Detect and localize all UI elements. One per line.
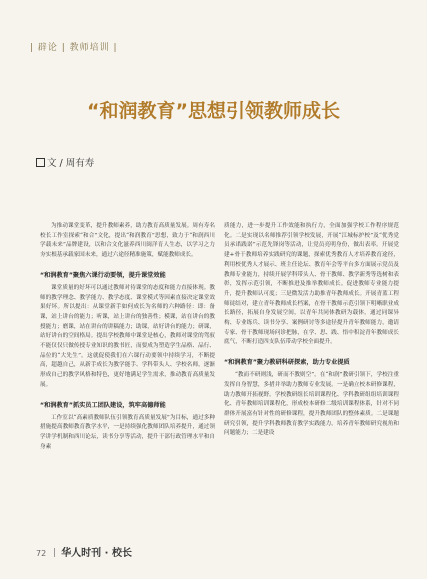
right-column [224, 222, 399, 439]
author-box-icon [36, 158, 45, 167]
author-label: 文 / 周有寿 [47, 158, 95, 169]
article-title: “和润教育”思想引领教师成长 [87, 100, 340, 122]
paragraph: 为推动课堂变革，提升教师素养，助力教育高质量发展。周有寿名校长工作室探索“和合”文化，提出“和润教育”思想，致力于“和润西川 学载未来”品牌建设，以和合文化滋养西川闽洋育人生态，以学习之力夯实根基承载家国未来，通过六途径精准施策，赋能教师成长。 [40, 223, 215, 259]
page-footer [36, 544, 132, 559]
section-tag: | 辟论 | 教师培训 | [30, 43, 118, 53]
paragraph: 质能力，进一步提升工作效能和执行力，全面加强学校工作程序规范化。二是实现以名师推荐引领学校发展，开展“江城标护校”及“优秀党员承诺践诺”示范先锋岗等活动，让党员亮明身份，做出表率。开展党建+骨干教师培养实践研究的课题，探索优秀教育人才培养教育途径，利用校优秀人才展示、班主任论坛、教育年会等平台多方面展示党员及教师专业能力，持续开展学科带头人、骨干教师、教学新秀等选树和表彰，发挥示范引领，不断推进及推举教师成长。促进教师专业能力提升，提升教师认可度；三是微发活力助推青年教师成长。开展青蓝工程师徒结对，建立青年教师成长档案，在骨干教师示范引领下明晰职业成长路径，拓展自身发展空间，以青年共同体教研为载体，通过同课异构、专业练兵、读书分享、案例研讨等多途径提升青年教师能力，邀请专家、骨干教师现场问诊把脉，在学、思、践、悟中积淀青年教师成长底气，不断打造四支队伍带动学校全面提升。 [224, 223, 399, 346]
article-author [36, 155, 94, 169]
paragraph: 工作室以“高素质教师队伍引领教育高质量发展”为目标，通过多种措施提高教师教育教学水平，一是持续强化教师团队培养提升，通过领学讲学机制和西川论坛，读书分享等活动，提升干部行政管理水平和自身素 [40, 414, 215, 450]
page-number: 72 [36, 549, 47, 558]
section-heading: “和润教育”抓实员工团队建设，筑牢高德师能 [40, 401, 166, 409]
paragraph: 课堂质量的好坏可以通过教师对待课堂的态度和能力直接体现。教师的教学理念、教学能力、教学态度、课堂模式等因素直接决定课堂效果好坏。所以提出：从课堂新手如何成长为名师的六种路径：即：备课，站上讲台的能力；听课，站上讲台的独善性；模课，站在讲台的教授能力；磨课，站在讲台的讲稿能力；助课，站好讲台的能力；研课，站好讲台的空间格局。提出学校教师中课堂是核心，教师对课堂的驾驭不能仅仅只做传授专业知识的教书匠，而要成为塑造学生品格、品行、品位的“大先生”。这就促使我们在六课行动要领中持续学习，不断提高，超越自己，从新手成长为教学能手、学科带头人、学校名师，逐渐形成自己的教学风格和特色，更好地满足学生需求，推动教育高质量发展。 [40, 284, 215, 388]
footer-divider [54, 548, 55, 557]
left-column [40, 222, 215, 452]
publication-name: 华人时刊 · 校长 [61, 548, 132, 559]
section-heading: “和润教育”聚焦六课行动要领，提升课堂效能 [40, 271, 166, 279]
section-heading: “和润教育”聚力教研科研探索，助力专业提质 [224, 359, 350, 367]
paragraph: “教而不研则浅，研而不教则空”。在“和润”教研引领下，学校注重发挥自身智慧，多措并举助力教师专业发展。一是确立校本研修课程，助力教师开拓视野。学校教研组长培训课程化、学科教研组组培训课程化、青年教师培训课程化，形成校本研修二级培训课程体系，针对不同群体开展富有针对性的研修课程，提升教师团队的整体素质。二是课题研究引领，提升学科教师教育教学实践能力。培养青年教师研究视角和问题能力；二是建设 [224, 372, 399, 437]
